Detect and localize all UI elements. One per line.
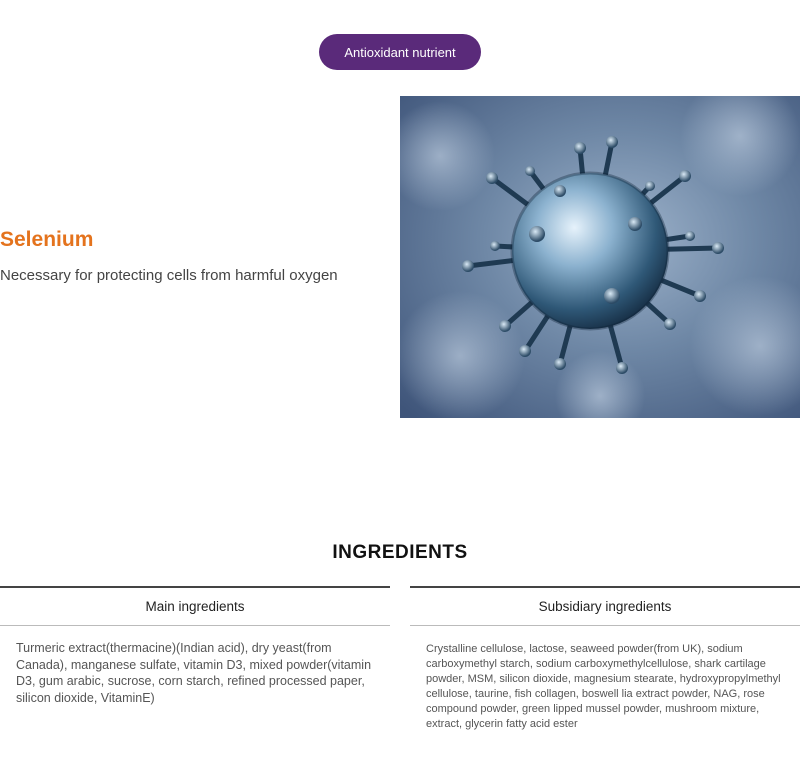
subsidiary-ingredients-text: Crystalline cellulose, lactose, seaweed powder(from UK), sodium carboxymethyl starch, sodium carboxymethylcellulose, shark cartilage powder, MSM, silicon dioxide, magnesium stearate, hydroxypropylmethyl cellulose, taurine, fish collagen, boswell lia extract powder, NAG, rose compound powder, green lipped mussel powder, mushroom mixture, extract, glycerin fatty acid ester	[410, 626, 800, 780]
main-ingredients-text: Turmeric extract(thermacine)(Indian acid), dry yeast(from Canada), manganese sulfate, vitamin D3, mixed powder(vitamin D3, gum arabic, sucrose, corn starch, refined processed paper, silicon dioxide, VitaminE)	[0, 626, 390, 780]
category-badge: Antioxidant nutrient	[319, 34, 481, 70]
main-ingredients-column	[0, 586, 390, 780]
main-ingredients-label: Main ingredients	[0, 586, 390, 626]
virus-cell-image	[400, 96, 800, 418]
nutrient-title: Selenium	[0, 228, 94, 251]
nutrient-description: Necessary for protecting cells from harmful oxygen	[0, 267, 338, 284]
ingredients-heading: INGREDIENTS	[332, 542, 468, 563]
subsidiary-ingredients-label: Subsidiary ingredients	[410, 586, 800, 626]
subsidiary-ingredients-column	[410, 586, 800, 780]
